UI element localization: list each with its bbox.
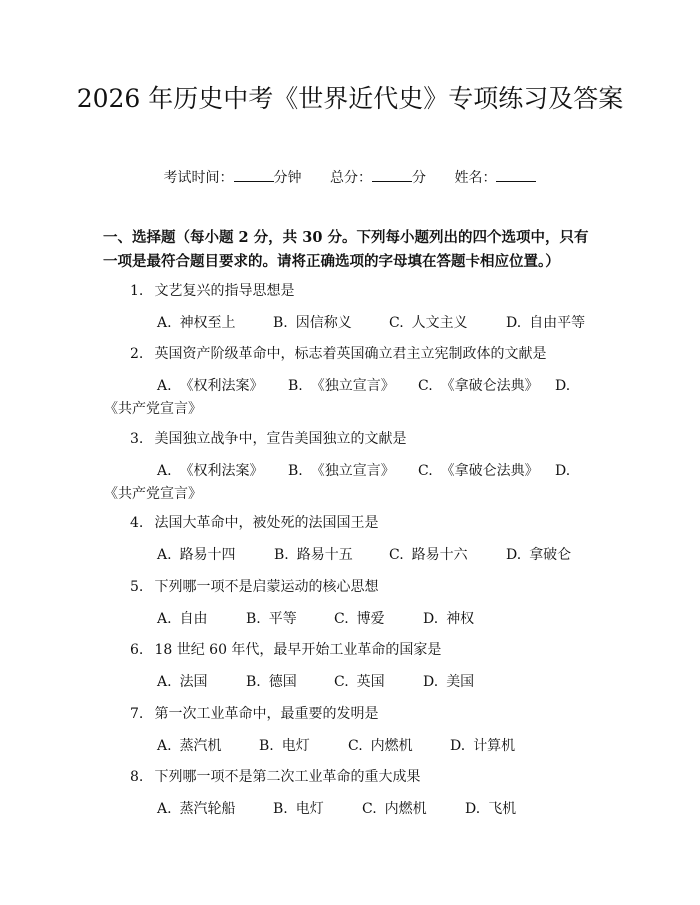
question [130,513,610,533]
option[interactable] [246,609,334,629]
option[interactable] [288,461,418,481]
option[interactable] [418,376,555,396]
option-text: 法国 [179,674,208,690]
option-letter: B. [274,547,289,563]
option[interactable] [259,736,348,756]
option-text: 计算机 [473,738,516,754]
option[interactable] [362,799,465,819]
option[interactable] [334,672,423,692]
option-letter: D. [450,738,466,754]
question-options [157,376,597,396]
student-name [454,168,536,188]
option-letter: C. [418,378,433,394]
option[interactable] [157,609,246,629]
option-letter: C. [334,611,349,627]
option-letter: C. [334,674,349,690]
option-text: 《权利法案》 [179,378,264,394]
option-text: 神权至上 [179,315,236,331]
score-unit: 分 [412,170,426,186]
question-number: 8. [130,769,144,785]
option-letter: D. [465,801,481,817]
name-blank[interactable] [496,169,536,182]
question-text: 下列哪一项不是第二次工业革命的重大成果 [154,769,421,785]
question-text: 英国资产阶级革命中，标志着英国确立君主立宪制政体的文献是 [154,346,547,362]
option-text: 路易十六 [411,547,468,563]
option[interactable] [273,799,362,819]
option-text: 博爱 [356,611,385,627]
option-letter: D. [423,674,439,690]
question-number: 4. [130,515,144,531]
option-letter: B. [273,801,288,817]
option-letter: C. [389,547,404,563]
option-text: 平等 [268,611,297,627]
option-text: 路易十五 [296,547,353,563]
option-letter: B. [259,738,274,754]
question [130,640,610,660]
score-blank[interactable] [372,169,412,182]
question-options [157,313,597,333]
option[interactable] [334,609,423,629]
question [130,281,610,301]
option[interactable] [450,736,515,756]
option-letter: A. [157,801,172,817]
option-text-wrapped[interactable]: 《共产党宣言》 [104,401,202,417]
option-letter: A. [157,738,172,754]
time-label: 考试时间： [163,170,234,186]
option-text: 德国 [268,674,297,690]
option[interactable] [273,313,389,333]
option-text: 自由 [179,611,208,627]
exam-meta [0,168,700,188]
option-letter: B. [246,611,261,627]
option-text: 神权 [446,611,475,627]
option-text: 飞机 [488,801,517,817]
question-text: 文艺复兴的指导思想是 [154,283,295,299]
option-letter: C. [348,738,363,754]
option[interactable] [157,313,273,333]
option-text: 蒸汽机 [179,738,222,754]
option-text: 英国 [356,674,385,690]
option[interactable] [465,799,516,819]
option-letter: C. [418,463,433,479]
question-text: 法国大革命中，被处死的法国国王是 [154,515,379,531]
question-options [157,609,597,629]
option[interactable] [157,461,288,481]
option[interactable] [246,672,334,692]
question [130,767,610,787]
option[interactable] [423,609,474,629]
question-options [157,799,597,819]
option[interactable] [506,313,585,333]
option-text: 《拿破仑法典》 [440,378,539,394]
option-letter: B. [273,315,288,331]
question-options [157,461,597,481]
option-letter: D. [423,611,439,627]
question-number: 7. [130,706,144,722]
question-number: 3. [130,431,144,447]
question-options [157,545,597,565]
option-letter: B. [246,674,261,690]
option-text: 电灯 [281,738,310,754]
option[interactable] [157,672,246,692]
option[interactable] [389,545,506,565]
option-letter[interactable]: D. [555,378,571,394]
option-text: 《独立宣言》 [310,463,395,479]
option-text: 电灯 [295,801,324,817]
time-unit: 分钟 [273,170,302,186]
question-number: 1. [130,283,144,299]
question-text: 18 世纪 60 年代，最早开始工业革命的国家是 [154,642,442,658]
option-text: 路易十四 [179,547,236,563]
option-letter: A. [157,463,172,479]
question-text: 第一次工业革命中，最重要的发明是 [154,706,379,722]
question-options [157,736,597,756]
option-letter: A. [157,611,172,627]
option-text: 《权利法案》 [179,463,264,479]
option[interactable] [506,545,571,565]
option[interactable] [418,461,555,481]
option-text: 蒸汽轮船 [179,801,236,817]
question-number: 5. [130,579,144,595]
option[interactable] [423,672,474,692]
option-letter: D. [506,315,522,331]
option[interactable] [288,376,418,396]
option-text: 《拿破仑法典》 [440,463,539,479]
question-options [157,672,597,692]
option[interactable] [274,545,389,565]
exam-time [164,168,302,188]
option-letter[interactable]: D. [555,463,571,479]
score-label: 总分： [330,170,372,186]
name-label: 姓名： [454,170,497,186]
section-heading: 一、选择题（每小题 2 分，共 30 分。下列每小题列出的四个选项中，只有一项是最符合题目要求的。请将正确选项的字母填在答题卡相应位置。） [103,229,589,270]
option-letter: A. [157,315,172,331]
option[interactable] [157,545,274,565]
option-text: 自由平等 [529,315,586,331]
question-text: 下列哪一项不是启蒙运动的核心思想 [154,579,379,595]
option-text: 《独立宣言》 [310,378,395,394]
option-letter: B. [288,378,303,394]
option-text: 因信称义 [295,315,352,331]
question [130,344,610,364]
total-score [330,168,426,188]
option-text: 内燃机 [384,801,427,817]
option[interactable] [389,313,506,333]
option-text: 美国 [446,674,475,690]
option[interactable] [157,736,259,756]
option-letter: D. [506,547,522,563]
question [130,704,610,724]
option-letter: B. [288,463,303,479]
option[interactable] [157,376,288,396]
question [130,577,610,597]
option-letter: A. [157,547,172,563]
option[interactable] [348,736,450,756]
page-title: 2026 年历史中考《世界近代史》专项练习及答案 [76,84,624,113]
question-number: 6. [130,642,144,658]
option-letter: C. [389,315,404,331]
option-text: 内燃机 [370,738,413,754]
option[interactable] [157,799,273,819]
question [130,429,610,449]
question-number: 2. [130,346,144,362]
option-text-wrapped[interactable]: 《共产党宣言》 [104,486,202,502]
option-text: 拿破仑 [529,547,572,563]
question-text: 美国独立战争中，宣告美国独立的文献是 [154,431,407,447]
option-letter: A. [157,674,172,690]
time-blank[interactable] [234,169,274,182]
option-letter: C. [362,801,377,817]
option-text: 人文主义 [411,315,468,331]
option-letter: A. [157,378,172,394]
